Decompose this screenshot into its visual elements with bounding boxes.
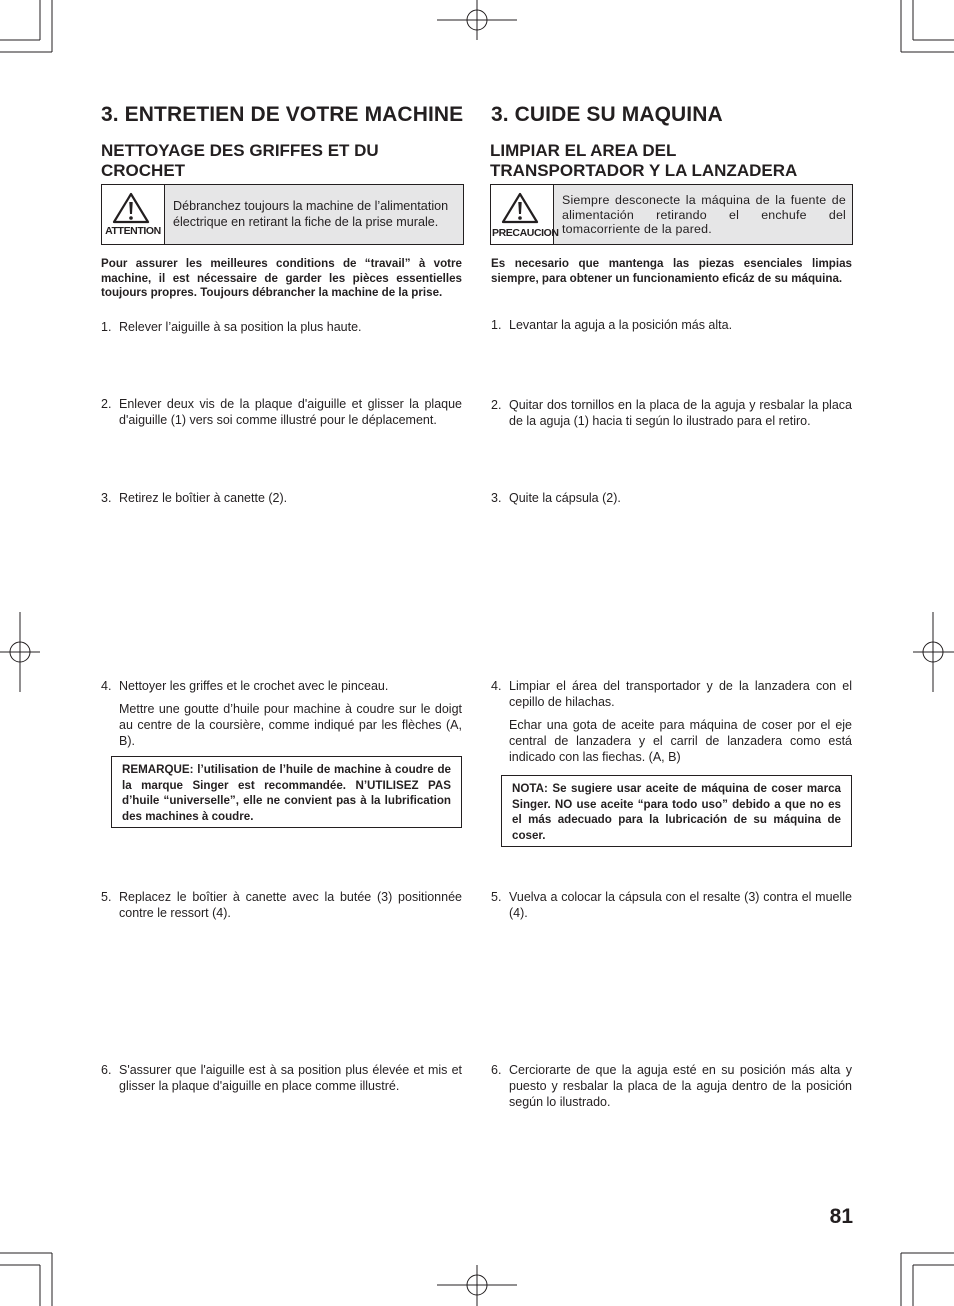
warning-icon-cell: [491, 185, 559, 244]
page-title-fr: 3. ENTRETIEN DE VOTRE MACHINE: [101, 103, 464, 126]
page-title-es: 3. CUIDE SU MAQUINA: [491, 103, 723, 126]
step-4-es: [491, 679, 852, 715]
warning-box-fr: [101, 184, 464, 245]
step-2-es: [491, 398, 852, 434]
intro-paragraph-es: Es necesario que mantenga las piezas esenciales limpias siempre, para obtener un funcionamiento eficáz de su máquina.: [491, 257, 852, 285]
step-text: Limpiar el área del transportador y de la lanzadera con el cepillo de hilachas.: [509, 679, 852, 709]
step-text: Relever l’aiguille à sa position la plus haute.: [119, 320, 362, 334]
note-box-fr: REMARQUE: l’utilisation de l’huile de machine à coudre de la marque Singer est recommandée. N’UTILISEZ PAS d’huile “universelle”, elle ne convient pas à la lubrification des machines à coudre.: [111, 756, 462, 828]
section-heading-line-2: CROCHET: [101, 161, 186, 180]
step-text: Cerciorarte de que la aguja esté en su posición más alta y puesto y resbalar la placa de la aguja dentro de la posición según lo ilustrado.: [509, 1063, 852, 1109]
warning-triangle-icon: [112, 192, 150, 224]
section-heading-line-2: TRANSPORTADOR Y LA LANZADERA: [490, 161, 798, 180]
step-number: 2.: [491, 398, 502, 412]
step-text: Replacez le boîtier à canette avec la butée (3) positionnée contre le ressort (4).: [119, 890, 462, 920]
step-number: 2.: [101, 397, 112, 411]
warning-triangle-icon: [501, 192, 539, 224]
step-text: Vuelva a colocar la cápsula con el resalte (3) contra el muelle (4).: [509, 890, 852, 920]
step-number: 3.: [491, 491, 502, 505]
step-text: Nettoyer les griffes et le crochet avec le pinceau.: [119, 679, 389, 693]
step-number: 4.: [101, 679, 112, 693]
step-3-es: [491, 491, 852, 511]
warning-label: ATTENTION: [105, 225, 161, 237]
warning-text: Siempre desconecte la máquina de la fuente de alimentación retirando el enchufe del tomacorriente de la pared.: [562, 193, 846, 236]
step-text: Quite la cápsula (2).: [509, 491, 621, 505]
step-number: 1.: [491, 318, 502, 332]
note-box-es: NOTA: Se sugiere usar aceite de máquina de coser marca Singer. NO use aceite “para todo uso” debido a que no es el más adecuado para la lubricación de su máquina de coser.: [501, 775, 852, 847]
section-heading-line-1: LIMPIAR EL AREA DEL: [490, 141, 677, 160]
warning-icon-cell: [102, 185, 165, 244]
page-number: 81: [829, 1205, 853, 1228]
step-1-es: [491, 318, 852, 338]
step-text: Retirez le boîtier à canette (2).: [119, 491, 288, 505]
step-number: 6.: [101, 1063, 112, 1077]
step-1-fr: [101, 320, 462, 340]
step-5-fr: [101, 890, 462, 926]
section-heading-es: [490, 141, 797, 181]
section-heading-fr: [101, 141, 379, 181]
step-number: 5.: [491, 890, 502, 904]
step-number: 5.: [101, 890, 112, 904]
step-number: 6.: [491, 1063, 502, 1077]
section-heading-line-1: NETTOYAGE DES GRIFFES ET DU: [101, 141, 379, 160]
step-4-fr: [101, 679, 462, 699]
step-4-extra-fr: Mettre une goutte d’huile pour machine à coudre sur le doigt au centre de la coursière, comme indiqué par les flèches (A, B).: [119, 702, 462, 748]
step-text: Quitar dos tornillos en la placa de la aguja y resbalar la placa de la aguja (1) hacia ti según lo ilustrado para el retiro.: [509, 398, 852, 428]
warning-text: Débranchez toujours la machine de l’alimentation électrique en retirant la fiche de la prise murale.: [173, 199, 449, 229]
step-2-fr: [101, 397, 462, 433]
step-number: 1.: [101, 320, 112, 334]
step-text: S'assurer que l'aiguille est à sa position plus élevée et mis et glisser la plaque d'aiguille en place comme illustré.: [119, 1063, 462, 1093]
step-text: Enlever deux vis de la plaque d'aiguille et glisser la plaque d'aiguille (1) vers soi comme illustré pour le déplacement.: [119, 397, 462, 427]
warning-box-es: [490, 184, 853, 245]
step-6-fr: [101, 1063, 462, 1099]
step-6-es: [491, 1063, 852, 1115]
step-4-extra-es: Echar una gota de aceite para máquina de coser por el eje central de lanzadera y el carril de lanzadera como está indicado con las fiechas. (A, B): [509, 718, 852, 764]
step-3-fr: [101, 491, 462, 511]
warning-label: PRECAUCION: [492, 227, 559, 239]
step-text: Levantar la aguja a la posición más alta.: [509, 318, 733, 332]
step-number: 3.: [101, 491, 112, 505]
intro-paragraph-fr: Pour assurer les meilleures conditions de “travail” à votre machine, il est nécessaire de garder les pièces essentielles toujours propres. Toujours débrancher la machine de la prise.: [101, 257, 462, 299]
step-number: 4.: [491, 679, 502, 693]
step-5-es: [491, 890, 852, 926]
